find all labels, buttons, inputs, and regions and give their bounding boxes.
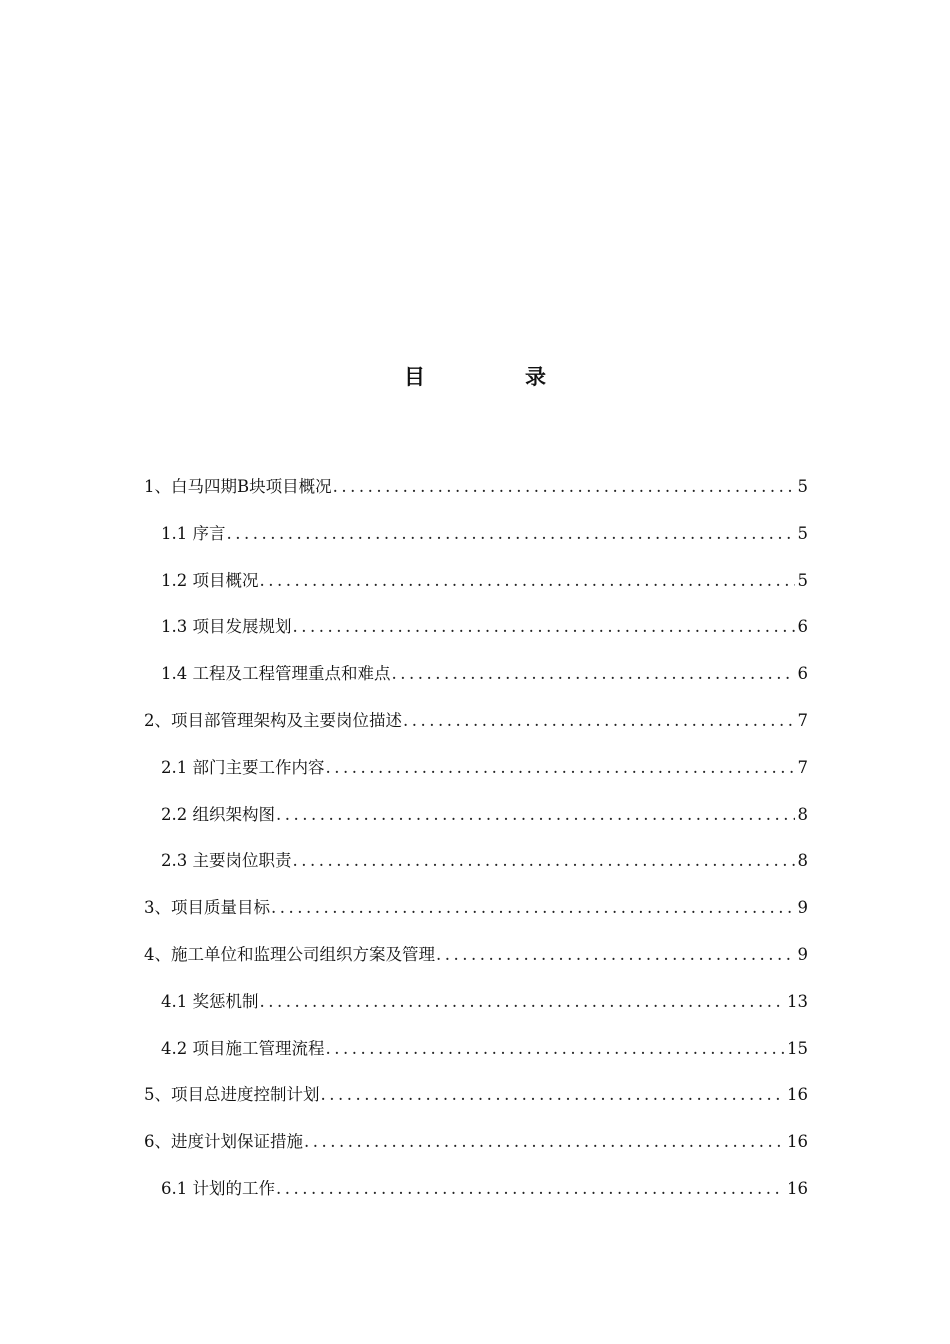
toc-entry-page: 5: [797, 477, 808, 496]
toc-entry-page: 9: [797, 898, 808, 918]
toc-entry-label: 4、施工单位和监理公司组织方案及管理: [144, 944, 435, 964]
toc-entry-label: 1、白马四期B块项目概况: [144, 477, 332, 496]
toc-dot-leader: [260, 987, 785, 1017]
toc-entry[interactable]: [144, 706, 808, 753]
toc-entry[interactable]: [144, 1174, 808, 1221]
toc-entry-page: 8: [797, 804, 808, 824]
toc-entry-label: 2.2 组织架构图: [161, 804, 275, 824]
toc-dot-leader: [260, 566, 795, 596]
toc-entry[interactable]: [144, 893, 808, 940]
toc-entry[interactable]: [144, 1080, 808, 1127]
toc-dot-leader: [276, 800, 795, 830]
toc-entry[interactable]: [144, 566, 808, 613]
toc-dot-leader: [304, 1127, 784, 1157]
toc-entry-page: 8: [797, 851, 808, 871]
toc-entry-page: 6: [797, 664, 808, 684]
toc-entry-page: 16: [787, 1085, 808, 1105]
toc-entry[interactable]: [144, 800, 808, 847]
toc-entry-page: 7: [797, 710, 808, 730]
toc-dot-leader: [436, 940, 795, 970]
toc-dot-leader: [326, 753, 795, 783]
toc-title-left: 目: [404, 365, 425, 389]
toc-entry-label: 6.1 计划的工作: [161, 1178, 275, 1198]
toc-entry[interactable]: [144, 1034, 808, 1081]
toc-entry-label: 5、项目总进度控制计划: [144, 1085, 320, 1105]
toc-title: [0, 360, 950, 394]
toc-list: [144, 472, 808, 1221]
toc-entry[interactable]: [144, 987, 808, 1034]
toc-entry[interactable]: [144, 1127, 808, 1174]
toc-entry-label: 1.2 项目概况: [161, 570, 259, 590]
toc-entry-label: 6、进度计划保证措施: [144, 1132, 303, 1152]
toc-entry-label: 1.4 工程及工程管理重点和难点: [161, 664, 391, 684]
toc-dot-leader: [392, 659, 795, 689]
toc-entry[interactable]: [144, 612, 808, 659]
toc-entry-page: 5: [797, 523, 808, 543]
toc-entry[interactable]: [144, 659, 808, 706]
toc-entry-label: 4.1 奖惩机制: [161, 991, 259, 1011]
toc-dot-leader: [403, 706, 795, 736]
toc-entry-label: 2、项目部管理架构及主要岗位描述: [144, 710, 402, 730]
toc-title-right: 录: [525, 365, 546, 389]
toc-entry[interactable]: [144, 940, 808, 987]
toc-entry-label: 1.1 序言: [161, 523, 226, 543]
toc-entry[interactable]: [144, 846, 808, 893]
toc-entry-page: 9: [797, 944, 808, 964]
toc-entry-label: 3、项目质量目标: [144, 898, 270, 918]
toc-entry-page: 15: [787, 1038, 808, 1058]
toc-dot-leader: [326, 1034, 785, 1064]
toc-entry-page: 16: [787, 1132, 808, 1152]
toc-entry[interactable]: [144, 472, 808, 519]
toc-entry-page: 16: [787, 1178, 808, 1198]
toc-entry-page: 6: [797, 617, 808, 637]
toc-dot-leader: [321, 1080, 785, 1110]
toc-entry[interactable]: [144, 519, 808, 566]
toc-entry[interactable]: [144, 753, 808, 800]
toc-entry-page: 7: [797, 757, 808, 777]
toc-entry-label: 2.3 主要岗位职责: [161, 851, 292, 871]
toc-dot-leader: [333, 472, 795, 502]
toc-entry-label: 4.2 项目施工管理流程: [161, 1038, 325, 1058]
toc-entry-page: 13: [787, 991, 808, 1011]
toc-dot-leader: [271, 893, 795, 923]
toc-dot-leader: [293, 846, 795, 876]
toc-dot-leader: [276, 1174, 784, 1204]
toc-dot-leader: [293, 612, 795, 642]
toc-entry-label: 2.1 部门主要工作内容: [161, 757, 325, 777]
toc-entry-label: 1.3 项目发展规划: [161, 617, 292, 637]
toc-dot-leader: [227, 519, 795, 549]
toc-entry-page: 5: [797, 570, 808, 590]
